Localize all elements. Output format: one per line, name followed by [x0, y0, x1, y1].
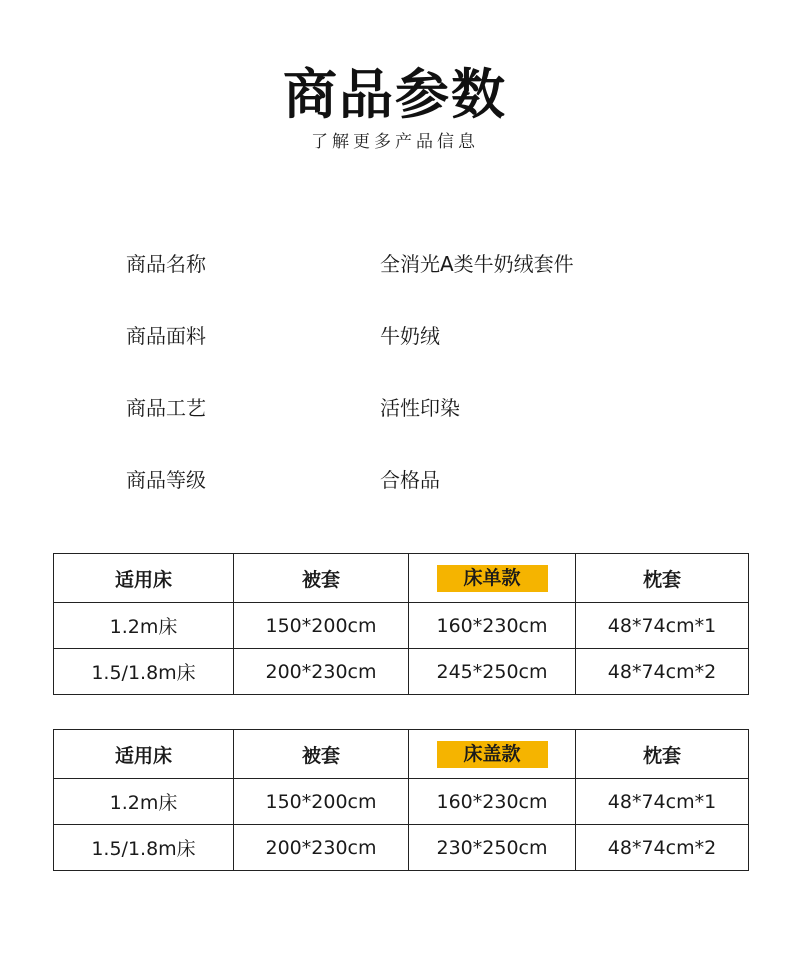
param-row-fabric: [0, 316, 790, 356]
highlight-label: 床盖款: [437, 741, 548, 768]
table-cell: 1.5/1.8m床: [54, 825, 234, 871]
param-value: 全消光A类牛奶绒套件: [380, 252, 574, 276]
param-label: 商品工艺: [126, 396, 206, 420]
param-value: 牛奶绒: [380, 324, 440, 348]
table-row: [54, 825, 749, 871]
table-header-row: [54, 730, 749, 779]
param-row-craft: [0, 388, 790, 428]
table-header-cell: 枕套: [576, 730, 749, 779]
table-header-row: [54, 554, 749, 603]
param-label: 商品面料: [126, 324, 206, 348]
table-cell: 150*200cm: [234, 603, 409, 649]
table-cell: 160*230cm: [409, 779, 576, 825]
highlight-label: 床单款: [437, 565, 548, 592]
table-cell: 48*74cm*1: [576, 779, 749, 825]
param-row-name: [0, 244, 790, 284]
page-title: 商品参数: [283, 63, 507, 126]
table-cell: 200*230cm: [234, 825, 409, 871]
table-header-cell: 适用床: [54, 730, 234, 779]
table-cell: 245*250cm: [409, 649, 576, 695]
table-header-cell: [409, 730, 576, 779]
table-header-cell: 枕套: [576, 554, 749, 603]
table-cell: 200*230cm: [234, 649, 409, 695]
table-cell: 150*200cm: [234, 779, 409, 825]
page-subtitle: 了解更多产品信息: [311, 132, 479, 152]
table-header-cell: 适用床: [54, 554, 234, 603]
size-table-sheet: [53, 553, 749, 695]
table-cell: 1.2m床: [54, 779, 234, 825]
table-cell: 1.2m床: [54, 603, 234, 649]
table-row: [54, 779, 749, 825]
table-cell: 1.5/1.8m床: [54, 649, 234, 695]
table-row: [54, 649, 749, 695]
table-header-cell: 被套: [234, 730, 409, 779]
param-value: 活性印染: [380, 396, 460, 420]
table-cell: 230*250cm: [409, 825, 576, 871]
param-label: 商品名称: [126, 252, 206, 276]
param-row-grade: [0, 460, 790, 500]
param-value: 合格品: [380, 468, 440, 492]
size-table-cover: [53, 729, 749, 871]
table-cell: 48*74cm*1: [576, 603, 749, 649]
table-cell: 160*230cm: [409, 603, 576, 649]
table-header-cell: 被套: [234, 554, 409, 603]
table-header-cell: [409, 554, 576, 603]
table-cell: 48*74cm*2: [576, 825, 749, 871]
param-label: 商品等级: [126, 468, 206, 492]
table-row: [54, 603, 749, 649]
table-cell: 48*74cm*2: [576, 649, 749, 695]
